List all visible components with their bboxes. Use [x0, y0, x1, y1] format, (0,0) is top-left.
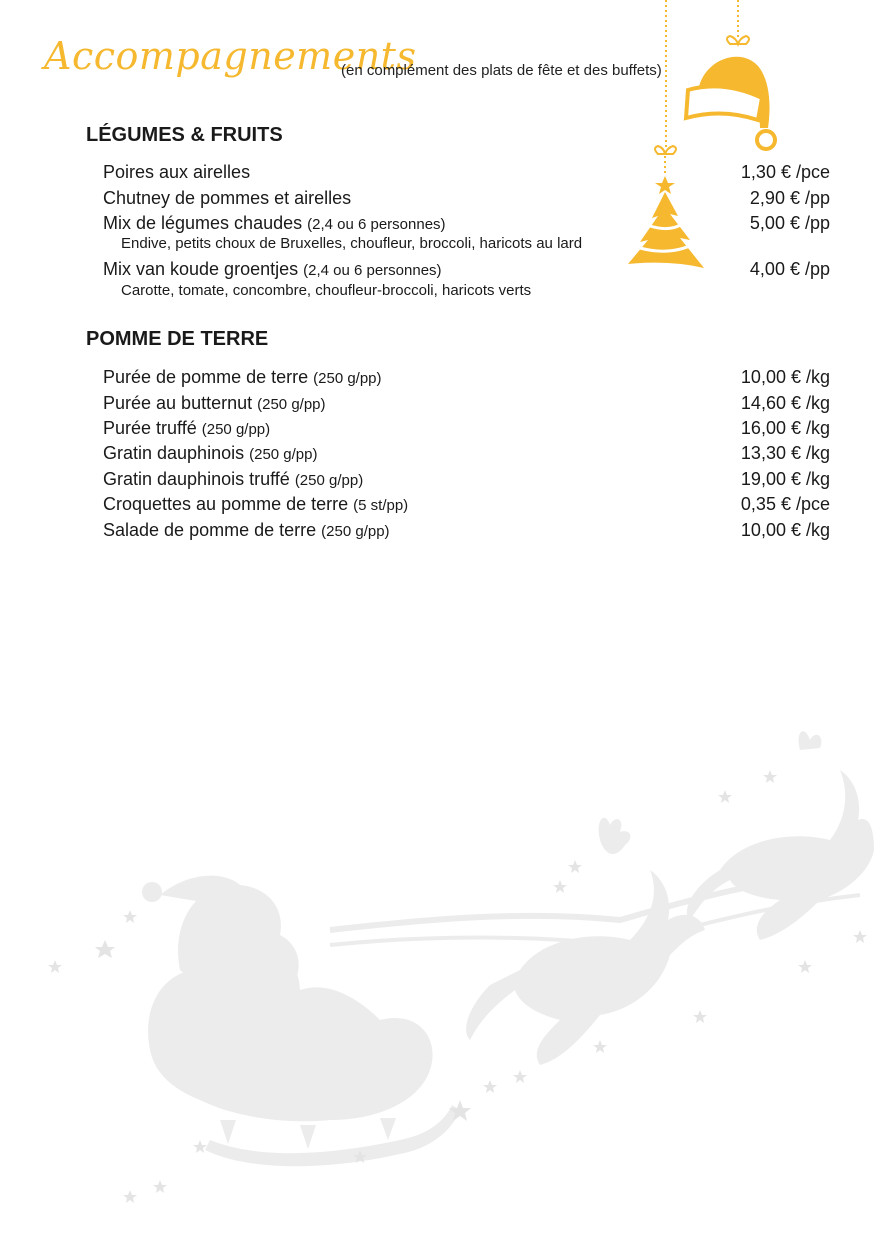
menu-item-price: 0,35 € /pce — [740, 494, 830, 514]
menu-item-note: (250 g/pp) — [257, 396, 326, 413]
menu-item-name: Croquettes au pomme de terre (5 st/pp) — [103, 494, 409, 514]
santa-hat-ornament-icon — [650, 0, 790, 160]
menu-item-note: (250 g/pp) — [294, 472, 364, 489]
menu-item-name: Purée truffé (250 g/pp) — [103, 418, 271, 438]
menu-item-name: Gratin dauphinois truffé (250 g/pp) — [103, 469, 364, 489]
menu-item-price: 13,30 € /kg — [740, 443, 830, 463]
section-heading-legumes-fruits: LÉGUMES & FRUITS — [86, 124, 283, 146]
section-heading-pomme-de-terre: POMME DE TERRE — [86, 328, 269, 350]
menu-item-price: 14,60 € /kg — [740, 393, 830, 413]
menu-item-note: (250 g/pp) — [321, 523, 390, 540]
menu-item-price: 10,00 € /kg — [740, 520, 830, 540]
menu-item-name: Gratin dauphinois (250 g/pp) — [103, 443, 318, 463]
menu-item-note: (250 g/pp) — [201, 421, 271, 438]
menu-item-name: Purée de pomme de terre (250 g/pp) — [103, 367, 382, 387]
menu-item-price: 1,30 € /pce — [740, 162, 830, 182]
menu-item-name: Poires aux airelles — [103, 162, 251, 182]
menu-item-note: (250 g/pp) — [249, 446, 318, 463]
menu-item-note: (2,4 ou 6 personnes) — [303, 262, 442, 279]
menu-item-name: Chutney de pommes et airelles — [103, 188, 352, 208]
menu-item-price: 5,00 € /pp — [749, 213, 830, 233]
menu-item-price: 2,90 € /pp — [749, 188, 830, 208]
menu-item-name: Mix van koude groentjes (2,4 ou 6 personnes) — [103, 259, 442, 279]
menu-item-name: Mix de légumes chaudes (2,4 ou 6 personnes) — [103, 213, 446, 233]
menu-item-price: 4,00 € /pp — [749, 259, 830, 279]
page-subtitle: (en complément des plats de fête et des buffets) — [341, 62, 662, 79]
christmas-tree-ornament-icon — [620, 140, 710, 275]
menu-item-price: 10,00 € /kg — [740, 367, 830, 387]
menu-item-name: Purée au butternut (250 g/pp) — [103, 393, 326, 413]
menu-item-price: 19,00 € /kg — [740, 469, 830, 489]
menu-item-name: Salade de pomme de terre (250 g/pp) — [103, 520, 390, 540]
page-title: Accompagnements — [44, 34, 417, 78]
menu-item-note: (250 g/pp) — [313, 370, 382, 387]
menu-item-description: Carotte, tomate, concombre, choufleur-broccoli, haricots verts — [121, 282, 532, 299]
menu-item-note: (2,4 ou 6 personnes) — [307, 216, 446, 233]
menu-item-note: (5 st/pp) — [353, 497, 409, 514]
santa-sleigh-reindeer-watermark — [0, 720, 874, 1240]
menu-item-description: Endive, petits choux de Bruxelles, choufleur, broccoli, haricots au lard — [121, 235, 583, 252]
menu-item-price: 16,00 € /kg — [740, 418, 830, 438]
